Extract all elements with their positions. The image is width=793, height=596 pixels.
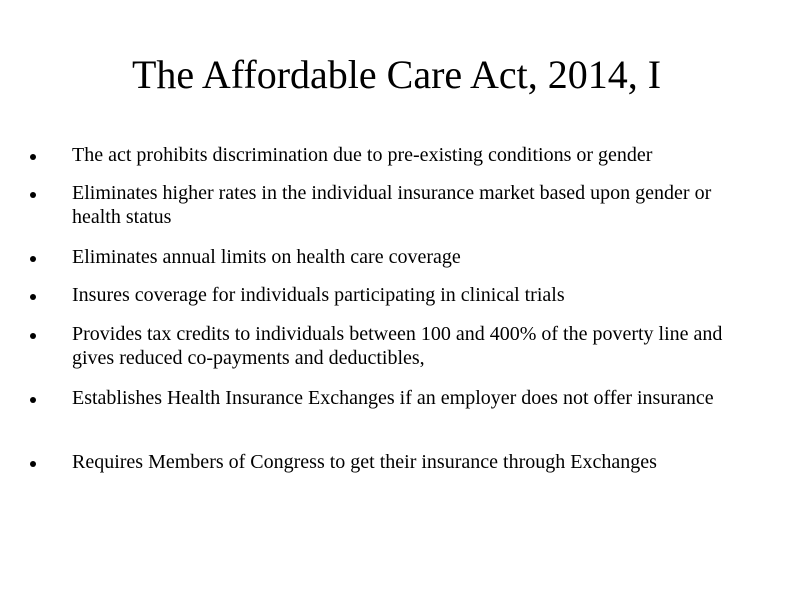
bullet-text: The act prohibits discrimination due to pre-existing conditions or gender bbox=[72, 144, 653, 166]
bullet-text: Requires Members of Congress to get their insurance through Exchanges bbox=[72, 451, 657, 473]
bullet-text: Provides tax credits to individuals between 100 and 400% of the poverty line and gives reduced co-payments and deductibles, bbox=[72, 323, 723, 369]
bullet-dot-icon bbox=[30, 397, 36, 403]
bullet-text: Eliminates higher rates in the individual insurance market based upon gender or health status bbox=[72, 182, 712, 228]
slide-title: The Affordable Care Act, 2014, I bbox=[131, 52, 662, 97]
bullet-text: Eliminates annual limits on health care coverage bbox=[72, 246, 461, 268]
bullet-dot-icon bbox=[30, 333, 36, 339]
bullet-dot-icon bbox=[30, 154, 36, 160]
bullet-dot-icon bbox=[30, 192, 36, 198]
bullet-dot-icon bbox=[30, 461, 36, 467]
bullet-text: Establishes Health Insurance Exchanges if an employer does not offer insurance bbox=[72, 387, 714, 409]
bullet-dot-icon bbox=[30, 256, 36, 262]
bullet-text: Insures coverage for individuals participating in clinical trials bbox=[72, 284, 565, 306]
bullet-dot-icon bbox=[30, 294, 36, 300]
